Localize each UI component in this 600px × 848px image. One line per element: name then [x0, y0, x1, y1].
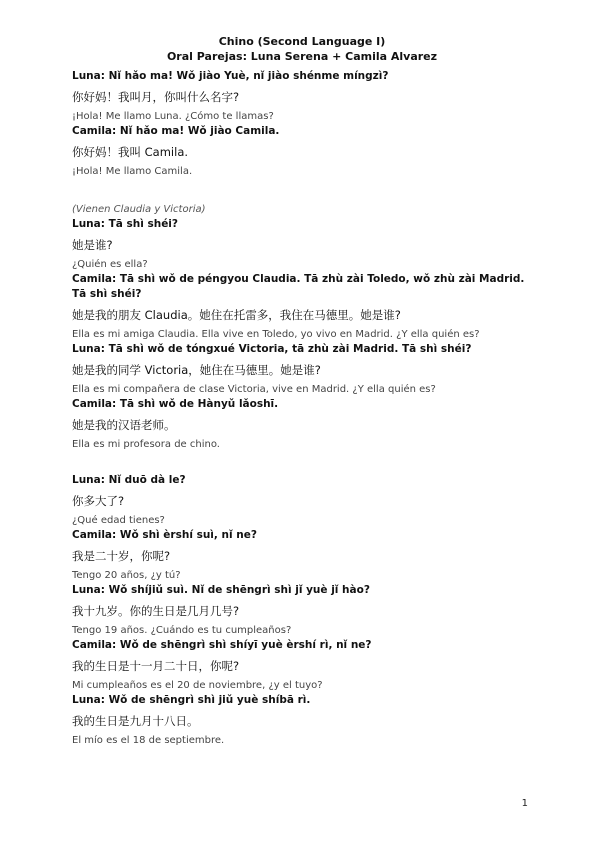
camila-line-4-spanish: Tengo 20 años, ¿y tú?: [72, 570, 181, 581]
luna-line-5-pinyin: Luna: Wǒ shíjiǔ suì. Nǐ de shēngrì shì jǐ yuè jǐ hào?: [72, 584, 370, 596]
camila-line-4-pinyin: Camila: Wǒ shì èrshí suì, nǐ ne?: [72, 529, 257, 541]
luna-line-2-hanzi: 她是谁?: [72, 238, 113, 252]
document-body: [72, 34, 532, 748]
stage-direction: (Vienen Claudia y Victoria): [72, 204, 206, 215]
camila-line-3-spanish: Ella es mi profesora de chino.: [72, 439, 220, 450]
luna-line-5-spanish: Tengo 19 años. ¿Cuándo es tu cumpleaños?: [72, 625, 292, 636]
luna-line-1-pinyin: Luna: Nǐ hǎo ma! Wǒ jiào Yuè, nǐ jiào shénme míngzì?: [72, 70, 389, 82]
camila-line-1-hanzi: 你好妈！我叫 Camila.: [72, 145, 189, 159]
page-number: 1: [521, 798, 528, 809]
camila-line-1-spanish: ¡Hola! Me llamo Camila.: [72, 166, 193, 177]
luna-line-1-spanish: ¡Hola! Me llamo Luna. ¿Cómo te llamas?: [72, 111, 274, 122]
camila-line-5-hanzi: 我的生日是十一月二十日，你呢?: [72, 659, 240, 673]
luna-line-3-pinyin: Luna: Tā shì wǒ de tóngxué Victoria, tā zhù zài Madrid. Tā shì shéi?: [72, 343, 472, 355]
camila-line-1-pinyin: Camila: Nǐ hǎo ma! Wǒ jiào Camila.: [72, 125, 280, 137]
luna-line-1-hanzi: 你好妈！我叫月，你叫什么名字?: [72, 90, 240, 104]
camila-line-3-hanzi: 她是我的汉语老师。: [72, 418, 176, 432]
camila-line-5-spanish: Mi cumpleaños es el 20 de noviembre, ¿y el tuyo?: [72, 680, 323, 691]
luna-line-4-pinyin: Luna: Nǐ duō dà le?: [72, 474, 186, 486]
luna-line-4-spanish: ¿Qué edad tienes?: [72, 515, 165, 526]
luna-line-2-pinyin: Luna: Tā shì shéi?: [72, 218, 178, 230]
luna-line-6-hanzi: 我的生日是九月十八日。: [72, 714, 199, 728]
luna-line-3-spanish: Ella es mi compañera de clase Victoria, vive en Madrid. ¿Y ella quién es?: [72, 384, 436, 395]
luna-line-2-spanish: ¿Quién es ella?: [72, 259, 148, 270]
document-title-line-2: Oral Parejas: Luna Serena + Camila Alvarez: [166, 50, 438, 63]
camila-line-2-hanzi: 她是我的朋友 Claudia。她住在托雷多，我住在马德里。她是谁?: [72, 308, 401, 322]
luna-line-6-spanish: El mío es el 18 de septiembre.: [72, 735, 225, 746]
luna-line-5-hanzi: 我十九岁。你的生日是几月几号?: [72, 604, 240, 618]
camila-line-2-pinyin: Camila: Tā shì wǒ de péngyou Claudia. Tā zhù zài Toledo, wǒ zhù zài Madrid. Tā shì shéi?: [72, 273, 525, 300]
camila-line-4-hanzi: 我是二十岁，你呢?: [72, 549, 171, 563]
document-title-line-1: Chino (Second Language I): [218, 35, 386, 48]
luna-line-6-pinyin: Luna: Wǒ de shēngrì shì jiǔ yuè shíbā rì.: [72, 694, 311, 706]
luna-line-3-hanzi: 她是我的同学 Victoria，她住在马德里。她是谁?: [72, 363, 321, 377]
camila-line-3-pinyin: Camila: Tā shì wǒ de Hànyǔ lǎoshī.: [72, 398, 279, 410]
camila-line-5-pinyin: Camila: Wǒ de shēngrì shì shíyī yuè èrshí rì, nǐ ne?: [72, 639, 372, 651]
camila-line-2-spanish: Ella es mi amiga Claudia. Ella vive en Toledo, yo vivo en Madrid. ¿Y ella quién es?: [72, 329, 480, 340]
luna-line-4-hanzi: 你多大了?: [72, 494, 125, 508]
